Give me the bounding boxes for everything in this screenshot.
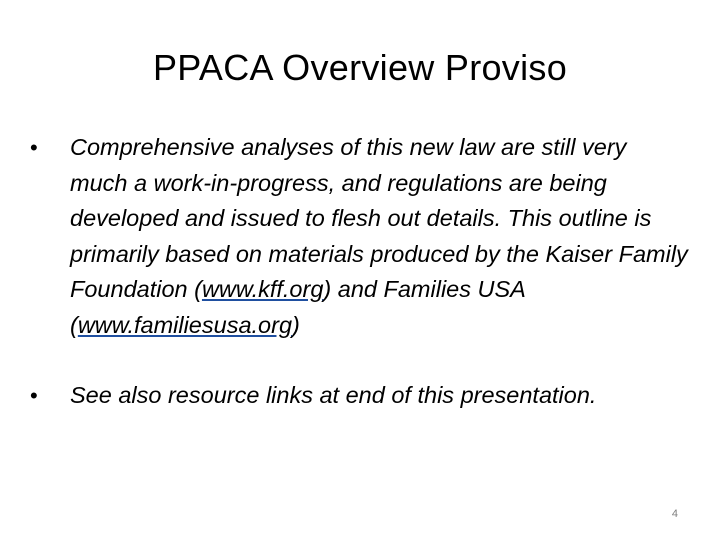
bullet-text-mid: ) and Families USA ( [70, 276, 525, 338]
bullet-icon: • [30, 135, 38, 160]
kff-link[interactable]: www.kff.org [201, 276, 324, 302]
bullet-text-intro: Comprehensive analyses of this new law are still very much a work-in-progress, and regulations are being developed and issued to flesh out details. This outline is primarily based on materials produced by the Kaiser Family Foundation ( [70, 134, 688, 302]
familiesusa-link[interactable]: www.familiesusa.org [77, 311, 293, 338]
slide-title: PPACA Overview Proviso [152, 47, 568, 88]
bullet-list [30, 130, 690, 414]
bullet-item-proviso [30, 130, 690, 343]
bullet-icon: • [30, 383, 38, 408]
bullet-text-end: ) [292, 311, 300, 338]
page-number: 4 [671, 508, 678, 520]
bullet-text: See also resource links at end of this presentation. [70, 382, 597, 408]
bullet-item-resources [30, 378, 690, 414]
